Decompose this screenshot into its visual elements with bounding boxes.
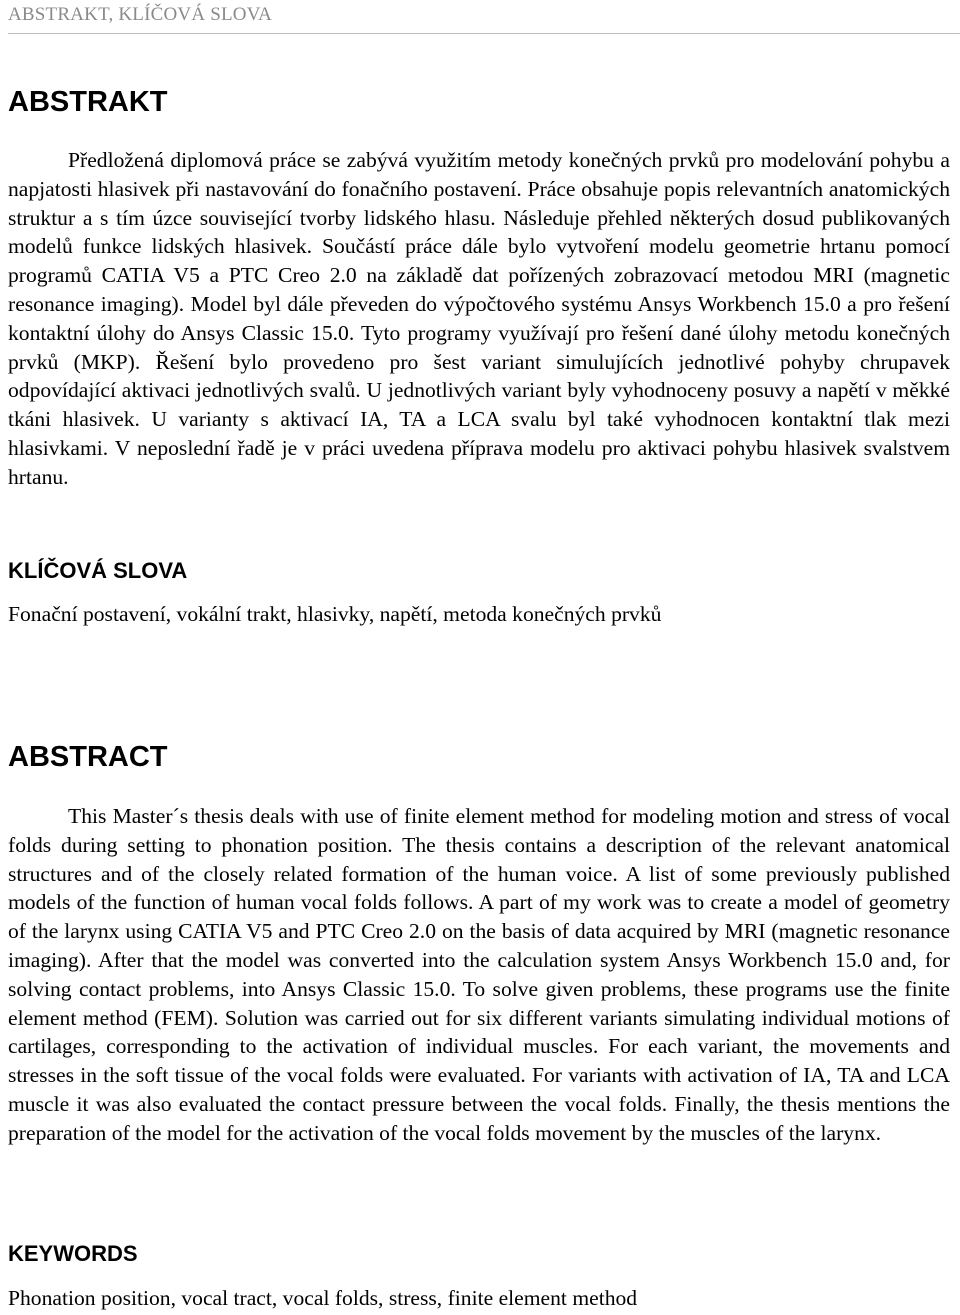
abstrakt-paragraph: Předložená diplomová práce se zabývá využitím metody konečných prvků pro modelování pohybu a napjatosti hlasivek při nastavování do fonačního postavení. Práce obsahuje popis relevantních anatomických struktur a s tím úzce související tvorby lidského hlasu. Následuje přehled některých dosud publikovaných modelů funkce lidských hlasivek. Součástí práce dále bylo vytvoření modelu geometrie hrtanu pomocí programů CATIA V5 a PTC Creo 2.0 na základě dat pořízených zobrazovací metodou MRI (magnetic resonance imaging). Model byl dále převeden do výpočtového systému Ansys Workbench 15.0 a pro řešení kontaktní úlohy do Ansys Classic 15.0. Tyto programy využívají pro řešení dané úlohy metodu konečných prvků (MKP). Řešení bylo provedeno pro šest variant simulujících jednotlivé pohyby chrupavek odpovídající aktivaci jednotlivých svalů. U jednotlivých variant byly vyhodnoceny posuvy a napětí v měkké tkáni hlasivek. U varianty s aktivací IA, TA a LCA svalu byl také vyhodnocen kontaktní tlak mezi hlasivkami. V neposlední řadě je v práci uvedena příprava modelu pro aktivaci pohybu hlasivek svalstvem hrtanu. (8, 148, 950, 489)
klicova-slova-heading: KLÍČOVÁ SLOVA (8, 558, 188, 583)
header-divider (8, 33, 960, 34)
klicova-slova-text: Fonační postavení, vokální trakt, hlasivky, napětí, metoda konečných prvků (8, 602, 662, 626)
keywords-text: Phonation position, vocal tract, vocal folds, stress, finite element method (8, 1286, 638, 1310)
abstract-paragraph: This Master´s thesis deals with use of finite element method for modeling motion and stress of vocal folds during setting to phonation position. The thesis contains a description of the relevant anatomical structures and of the closely related formation of the human voice. A list of some previously published models of the function of human vocal folds follows. A part of my work was to create a model of geometry of the larynx using CATIA V5 and PTC Creo 2.0 on the basis of data acquired by MRI (magnetic resonance imaging). After that the model was converted into the calculation system Ansys Workbench 15.0 and, for solving contact problems, into Ansys Classic 15.0. To solve given problems, these programs use the finite element method (FEM). Solution was carried out for six different variants simulating individual motions of cartilages, corresponding to the activation of individual muscles. For each variant, the movements and stresses in the soft tissue of the vocal folds were evaluated. For variants with activation of IA, TA and LCA muscle it was also evaluated the contact pressure between the vocal folds. Finally, the thesis mentions the preparation of the model for the activation of the vocal folds movement by the muscles of the larynx. (8, 804, 950, 1145)
running-header: ABSTRAKT, KLÍČOVÁ SLOVA (8, 4, 273, 25)
abstrakt-heading: ABSTRAKT (8, 86, 168, 118)
keywords-heading: KEYWORDS (8, 1241, 138, 1266)
abstract-heading: ABSTRACT (8, 741, 168, 773)
